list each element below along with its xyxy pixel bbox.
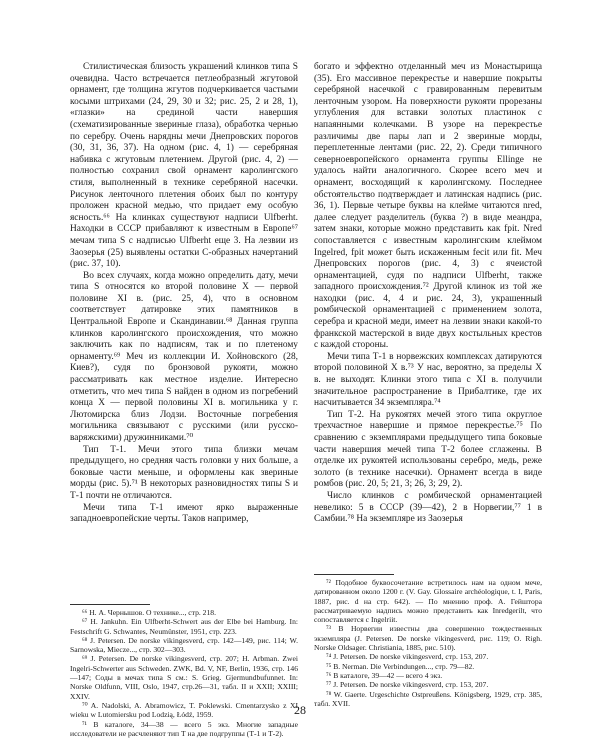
right-footnotes [314, 578, 542, 708]
footnote: ⁶⁸ J. Petersen. De norske vikingesverd, стр. 142—149, рис. 114; W. Sarnowska, Miecze..., стр. 302—303. [70, 635, 298, 655]
paragraph: Во всех случаях, когда можно определить дату, мечи типа S относятся ко второй половине X — первой половине XI в. (рис. 25, 4), что в основном соответствует датировке этих памятников в Центральной Европе и Скандинавии.⁶⁸ Данная группа клинков каролингского происхождения, что можно заключить как по надписям, так и по плетеному орнаменту.⁶⁹ Меч из коллекции И. Хойновского (28, Киев?), судя по бронзовой рукояти, можно рассматривать как местное изделие. Интересно отметить, что меч типа S найден в одном из погребений конца X — первой половины XI в. могильника у г. Лютомирска близ Лодзи. Восточные погребения могильника связывают с русскими (или русско-варяжскими) дружинниками.⁷⁰ [70, 270, 298, 443]
paragraph: богато и эффектно отделанный меч из Монастырища (35). Его массивное перекрестье и навершие покрыты серебряной насечкой с гравированным перевитым ленточным узором. На поверхности рукояти прорезаны углубления для вставки золотых пластинок с напаянными колечками. В узоре на перекрестье различимы две пары лап и 2 звериные морды, переплетенные лентами (рис. 22, 2). Среди типичного северноевропейского орнамента группы Ellinge не удалось найти аналогичного. Скорее всего меч и орнамент, восходящий к каролингскому. Последнее обстоятельство подтверждает и латинская надпись (рис. 36, 1). Первые четыре буквы на клейме читаются nred, далее следует разделитель (буква ?) в виде меандра, затем знаки, которые можно представить как fpit. Nred сопоставляется с известным каролингским клеймом Ingelred, fpit может быть искаженным fecit или fit. Меч Днепровских порогов (рис. 4, 3) с ячеистой орнаментацией, судя по надписи Ulfberht, также западного происхождения.⁷² Другой клинок из той же находки (рис. 4, 4 и рис. 24, 3), украшенный ромбической орнаментацией с применением золота, серебра и красной меди, имеет на лезвии знаки какой-то франкской мастерской в виде двух костыльных крестов с каждой стороны. [314, 62, 542, 351]
footnote: ⁷⁰ A. Nadolski, A. Abramowicz, T. Poklewski. Cmentarzysko z XI wieku w Lutomiersku pod Lodzią, Łódź, 1959. [70, 700, 298, 720]
footnote: ⁷⁴ J. Petersen. De norske vikingesverd, стр. 153, 207. [326, 652, 489, 662]
footnote: ⁷⁸ W. Gaerte. Urgeschichte Ostpreußens. Königsberg, 1929, стр. 385, табл. XVII. [314, 689, 542, 708]
footnote: ⁷² Подобное буквосочетание встретилось нам на одном мече, датированном около 1200 г. (V. Gay. Glossaire archéologique, t. I, Paris, 1887, рис. d на стр. 642). — По мнению проф. А. Гейштора рассматриваемую надпись можно представить как Inredgerilt, что сопоставляется с Ingelriit. [314, 578, 542, 625]
paragraph: Число клинков с ромбической орнаментацией невелико: 5 в СССР (39—42), 2 в Норвегии,⁷⁷ 1 в Самбии.⁷⁸ На экземпляре из Заозерья [314, 490, 542, 525]
footnote-divider [314, 574, 394, 575]
footnote: ⁶⁹ J. Petersen. De norske vikingesverd, стр. 207; H. Arbman. Zwei Ingelri-Schwerter aus Schweden. ZWK, Bd. V, NF, Berlin, 1936, стр. 146—147; Соды в мечах типа S см.: S. Grieg. Gjermundbufunnet. In: Norske Oldfunn, VIII, Oslo, 1947, стр.26—31, табл. II и XXII; XXIII; XXIV. [70, 654, 298, 701]
footnote: ⁷⁷ J. Petersen. De norske vikingesverd, стр. 153, 207. [326, 680, 489, 690]
page-number: 28 [294, 703, 306, 717]
paragraph: Мечи типа Т-1 в норвежских комплексах датируются второй половиной X в.⁷³ У нас, вероятно, за пределы X в. не выходят. Клинки этого типа с XI в. получили значительное распространение в Прибалтике, где их насчитывается 34 экземпляра.⁷⁴ [314, 351, 542, 409]
footnote: ⁷⁵ B. Nerman. Die Verbindungen..., стр. 79—82. [326, 661, 475, 671]
footnote: ⁷³ В Норвегии известны два совершенно тождественных экземпляра (J. Petersen. De norske vikingesverd, рис. 119; O. Righ. Norske Oldsager. Christiania, 1885, рис. 510). [314, 624, 542, 653]
paragraph: Тип Т-1. Мечи этого типа близки мечам предыдущего, но средняя часть головки у них больше, а боковые части меньше, и оформлены как звериные морды (рис. 5).⁷¹ В некоторых разновидностях типы S и Т-1 почти не отличаются. [70, 444, 298, 501]
right-text-column [314, 62, 542, 526]
paragraph: Тип Т-2. На рукоятях мечей этого типа округлое трехчастное навершие и прямое перекрестье.⁷⁵ По сравнению с экземплярами предыдущего типа боковые части навершия мечей типа Т-2 более сглажены. В отделке их рукоятей использованы серебро, медь, реже золото (в технике насечки). Орнамент всегда в виде ромбов (рис. 20, 5; 21, 3; 26, 3; 29, 2). [314, 409, 542, 490]
footnote-divider [70, 604, 150, 605]
paragraph: Стилистическая близость украшений клинков типа S очевидна. Часто встречается петлеобразный жгутовой орнамент, где толщина жгутов подчеркивается частыми косыми штрихами (24, 29, 30 и 32; рис. 25, 2 и 28, 1), «глазки» на срединой части навершия (схематизированные звериные глаза), обработка чернью по серебру. Очень нарядны мечи Днепровских порогов (30, 31, 36, 37). На одном (рис. 4, 1) — серебряная набивка с жгутовым плетением. Другой (рис. 4, 2) — полностью сохранил свой орнамент каролингского стиля, выполненный в технике серебряной насечки. Рисунок ленточного плетения обоих был по контуру проложен красной медью, что придает ему особую ясность.⁶⁶ На клинках существуют надписи Ulfberht. Находки в СССР прибавляют к известным в Европе⁶⁷ мечам типа S с надписью Ulfberht еще 3. На лезвии из Заозерья (25) выявлены остатки С-образных начертаний (рис. 37, 10). [70, 62, 298, 270]
footnote: ⁶⁷ Н. Jankuhn. Ein Ulfberht-Schwert aus der Elbe bei Hamburg. In: Festschrift G. Schwantes, Neumünster, 1951, стр. 223. [70, 617, 298, 636]
left-text-column [70, 62, 298, 526]
footnote: ⁶⁶ Н. А. Чернышов. О технике..., стр. 218. [82, 608, 216, 617]
footnote: ⁷¹ В каталоге, 34—38 — всего 5 экз. Многие западные исследователи не расчленяют тип Т на две подгруппы (Т-1 и Т-2). [70, 719, 298, 738]
paragraph: Мечи типа Т-1 имеют ярко выраженные западноевропейские черты. Таков например, [70, 502, 298, 525]
left-footnotes [70, 608, 298, 738]
footnote: ⁷⁶ В каталоге, 39—42 — всего 4 экз. [326, 670, 443, 680]
